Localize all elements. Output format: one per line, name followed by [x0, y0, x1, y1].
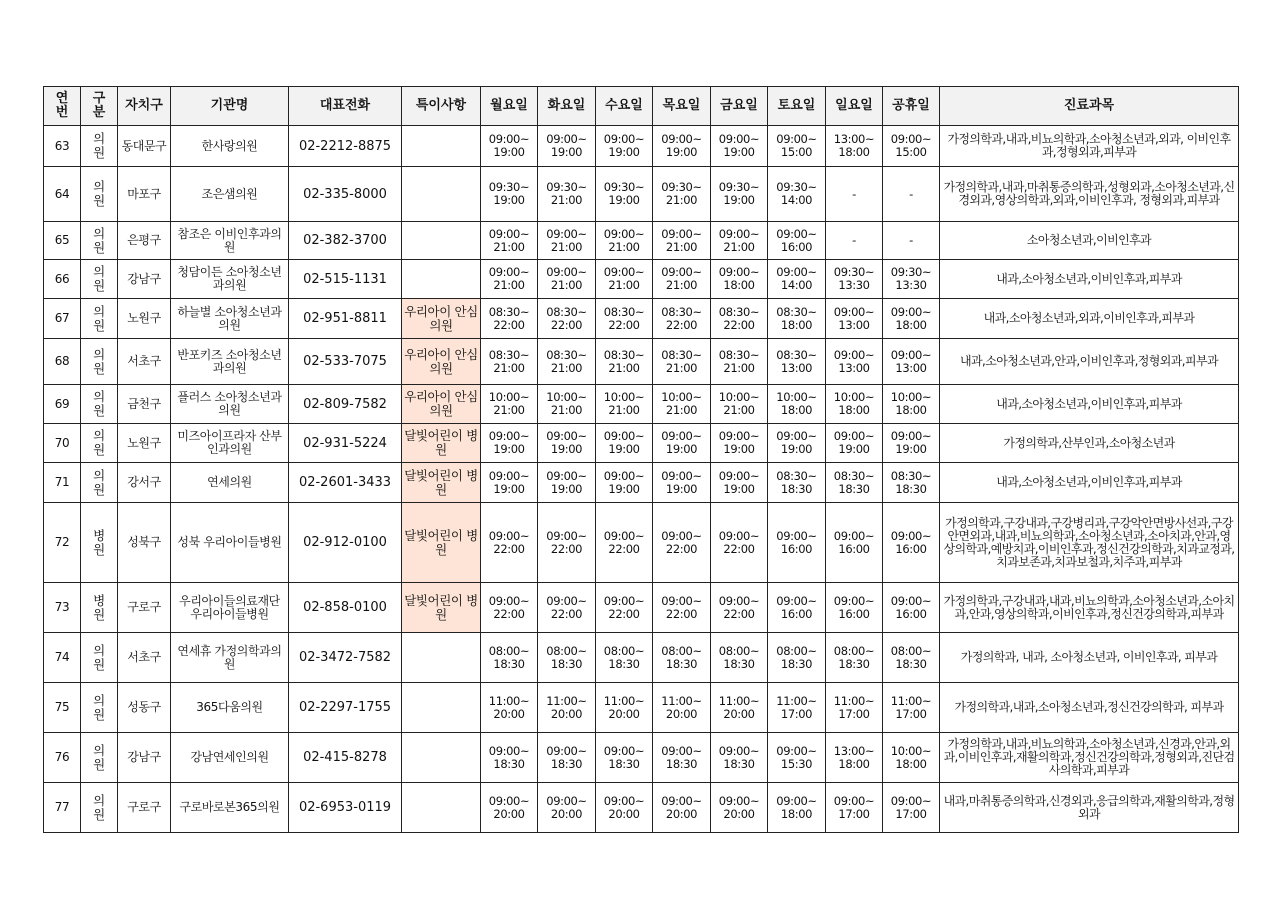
table-row	[44, 503, 1239, 583]
hours-holiday: 11:00~ 17:00	[883, 683, 940, 733]
hours-holiday: 09:00~ 17:00	[883, 783, 940, 833]
hours-thu: 11:00~ 20:00	[653, 683, 711, 733]
special-note: 달빛어린이 병원	[402, 463, 481, 503]
hours-tue: 09:00~ 18:30	[538, 733, 596, 783]
special-note	[402, 633, 481, 683]
facility-type-text: 의원	[93, 692, 105, 722]
hours-holiday: -	[883, 222, 940, 260]
hours-sun: 09:00~ 16:00	[826, 583, 883, 633]
header-phone: 대표전화	[289, 87, 402, 126]
hours-thu: 10:00~ 21:00	[653, 385, 711, 424]
hours-sun: 08:30~ 18:30	[826, 463, 883, 503]
hours-mon: 09:00~ 21:00	[481, 260, 538, 299]
facility-type	[81, 222, 118, 260]
hours-sun: 10:00~ 18:00	[826, 385, 883, 424]
facility-type-text: 의원	[93, 792, 105, 822]
table-row	[44, 424, 1239, 463]
hours-wed: 08:00~ 18:30	[596, 633, 653, 683]
hours-fri: 09:00~ 18:00	[711, 260, 768, 299]
facility-type	[81, 126, 118, 167]
row-number: 67	[44, 299, 81, 339]
hours-thu: 09:00~ 22:00	[653, 503, 711, 583]
hours-tue: 09:00~ 21:00	[538, 260, 596, 299]
hours-tue: 09:00~ 21:00	[538, 222, 596, 260]
hours-wed: 08:30~ 21:00	[596, 339, 653, 385]
hours-wed: 11:00~ 20:00	[596, 683, 653, 733]
phone-number: 02-912-0100	[289, 503, 402, 583]
hours-thu: 09:00~ 18:30	[653, 733, 711, 783]
hours-tue: 08:00~ 18:30	[538, 633, 596, 683]
hours-mon: 09:00~ 22:00	[481, 583, 538, 633]
row-number: 65	[44, 222, 81, 260]
special-note	[402, 222, 481, 260]
hours-sun: -	[826, 222, 883, 260]
hours-mon: 09:00~ 19:00	[481, 424, 538, 463]
hours-tue: 09:30~ 21:00	[538, 167, 596, 222]
facility-type-text: 의원	[93, 742, 105, 772]
hours-mon: 08:30~ 22:00	[481, 299, 538, 339]
hours-thu: 09:00~ 21:00	[653, 260, 711, 299]
phone-number: 02-515-1131	[289, 260, 402, 299]
hours-thu: 09:00~ 19:00	[653, 126, 711, 167]
header-district: 자치구	[118, 87, 171, 126]
hours-thu: 08:30~ 21:00	[653, 339, 711, 385]
hours-mon: 09:00~ 20:00	[481, 783, 538, 833]
special-note: 우리아이 안심의원	[402, 339, 481, 385]
hours-tue: 11:00~ 20:00	[538, 683, 596, 733]
hours-tue: 09:00~ 22:00	[538, 583, 596, 633]
hours-fri: 09:30~ 19:00	[711, 167, 768, 222]
phone-number: 02-2212-8875	[289, 126, 402, 167]
hours-wed: 10:00~ 21:00	[596, 385, 653, 424]
hours-mon: 09:00~ 18:30	[481, 733, 538, 783]
district: 금천구	[118, 385, 171, 424]
hours-tue: 08:30~ 21:00	[538, 339, 596, 385]
facility-name: 강남연세인의원	[171, 733, 289, 783]
hours-sat: 09:00~ 18:00	[768, 783, 826, 833]
hours-sun: 11:00~ 17:00	[826, 683, 883, 733]
hours-sun: 13:00~ 18:00	[826, 733, 883, 783]
departments: 가정의학과,내과,마취통증의학과,성형외과,소아청소년과,신경외과,영상의학과,외과,이비인후과, 정형외과,피부과	[940, 167, 1239, 222]
hours-mon: 09:30~ 19:00	[481, 167, 538, 222]
departments: 내과,소아청소년과,이비인후과,피부과	[940, 385, 1239, 424]
hours-sat: 08:00~ 18:30	[768, 633, 826, 683]
departments: 가정의학과,내과,비뇨의학과,소아청소년과,외과, 이비인후과,정형외과,피부과	[940, 126, 1239, 167]
row-number: 66	[44, 260, 81, 299]
hours-wed: 09:00~ 18:30	[596, 733, 653, 783]
hours-wed: 09:00~ 21:00	[596, 222, 653, 260]
phone-number: 02-2297-1755	[289, 683, 402, 733]
hours-tue: 10:00~ 21:00	[538, 385, 596, 424]
facility-name: 연세휴 가정의학과의원	[171, 633, 289, 683]
hours-fri: 09:00~ 19:00	[711, 424, 768, 463]
hours-thu: 09:00~ 22:00	[653, 583, 711, 633]
departments: 가정의학과,산부인과,소아청소년과	[940, 424, 1239, 463]
hours-thu: 08:00~ 18:30	[653, 633, 711, 683]
facility-type	[81, 733, 118, 783]
special-note	[402, 126, 481, 167]
facility-type-text: 의원	[93, 179, 105, 208]
header-wed: 수요일	[596, 87, 653, 126]
special-note: 우리아이 안심의원	[402, 299, 481, 339]
table-row	[44, 260, 1239, 299]
facility-name: 청담이든 소아청소년과의원	[171, 260, 289, 299]
hours-sat: 09:00~ 19:00	[768, 424, 826, 463]
facility-type	[81, 385, 118, 424]
hours-sat: 08:30~ 18:00	[768, 299, 826, 339]
phone-number: 02-809-7582	[289, 385, 402, 424]
departments: 가정의학과,구강내과,내과,비뇨의학과,소아청소년과,소아치과,안과,영상의학과,이비인후과,정신건강의학과,피부과	[940, 583, 1239, 633]
hours-thu: 09:00~ 19:00	[653, 424, 711, 463]
facility-name: 성북 우리아이들병원	[171, 503, 289, 583]
hours-sun: -	[826, 167, 883, 222]
hours-thu: 09:00~ 19:00	[653, 463, 711, 503]
hours-sun: 09:00~ 13:00	[826, 339, 883, 385]
row-number: 72	[44, 503, 81, 583]
phone-number: 02-533-7075	[289, 339, 402, 385]
hours-mon: 09:00~ 21:00	[481, 222, 538, 260]
hours-fri: 09:00~ 22:00	[711, 583, 768, 633]
hours-fri: 09:00~ 19:00	[711, 463, 768, 503]
header-thu: 목요일	[653, 87, 711, 126]
hours-holiday: 08:00~ 18:30	[883, 633, 940, 683]
table-row	[44, 633, 1239, 683]
row-number: 63	[44, 126, 81, 167]
table-row	[44, 126, 1239, 167]
facility-type-text: 의원	[93, 389, 105, 418]
hours-sat: 09:30~ 14:00	[768, 167, 826, 222]
facility-name: 한사랑의원	[171, 126, 289, 167]
hours-wed: 09:00~ 19:00	[596, 424, 653, 463]
header-sun: 일요일	[826, 87, 883, 126]
facility-type	[81, 463, 118, 503]
district: 은평구	[118, 222, 171, 260]
facility-type-text: 의원	[93, 428, 105, 457]
facility-name: 참조은 이비인후과의원	[171, 222, 289, 260]
facility-type-text: 의원	[93, 303, 105, 333]
table-row	[44, 385, 1239, 424]
facility-type	[81, 260, 118, 299]
hours-sat: 09:00~ 15:30	[768, 733, 826, 783]
clinic-schedule-table	[43, 86, 1239, 833]
hours-tue: 08:30~ 22:00	[538, 299, 596, 339]
phone-number: 02-2601-3433	[289, 463, 402, 503]
departments: 내과,소아청소년과,이비인후과,피부과	[940, 463, 1239, 503]
hours-fri: 10:00~ 21:00	[711, 385, 768, 424]
facility-name: 반포키즈 소아청소년과의원	[171, 339, 289, 385]
special-note	[402, 167, 481, 222]
hours-sun: 09:00~ 13:00	[826, 299, 883, 339]
hours-holiday: 09:00~ 19:00	[883, 424, 940, 463]
hours-fri: 08:30~ 21:00	[711, 339, 768, 385]
departments: 내과,소아청소년과,외과,이비인후과,피부과	[940, 299, 1239, 339]
hours-wed: 09:30~ 19:00	[596, 167, 653, 222]
hours-thu: 09:00~ 20:00	[653, 783, 711, 833]
facility-type	[81, 424, 118, 463]
row-number: 74	[44, 633, 81, 683]
hours-wed: 09:00~ 20:00	[596, 783, 653, 833]
hours-sat: 09:00~ 16:00	[768, 583, 826, 633]
hours-holiday: 08:30~ 18:30	[883, 463, 940, 503]
table-row	[44, 583, 1239, 633]
hours-holiday: 09:00~ 18:00	[883, 299, 940, 339]
departments: 가정의학과,구강내과,구강병리과,구강악안면방사선과,구강안면외과,내과,비뇨의학과,소아청소년과,소아치과,안과,영상의학과,예방치과,이비인후과,정신건강의학과,치과교정과,치과보존과,치과보철과,치주과,피부과	[940, 503, 1239, 583]
facility-name: 구로바로본365의원	[171, 783, 289, 833]
hours-holiday: 09:00~ 13:00	[883, 339, 940, 385]
facility-type	[81, 783, 118, 833]
hours-mon: 10:00~ 21:00	[481, 385, 538, 424]
district: 구로구	[118, 783, 171, 833]
facility-type	[81, 583, 118, 633]
header-tue: 화요일	[538, 87, 596, 126]
facility-type	[81, 683, 118, 733]
hours-wed: 09:00~ 19:00	[596, 126, 653, 167]
hours-fri: 09:00~ 21:00	[711, 222, 768, 260]
facility-type-text: 의원	[93, 131, 105, 160]
row-number: 73	[44, 583, 81, 633]
facility-type	[81, 503, 118, 583]
departments: 가정의학과, 내과, 소아청소년과, 이비인후과, 피부과	[940, 633, 1239, 683]
hours-holiday: 09:00~ 16:00	[883, 583, 940, 633]
row-number: 75	[44, 683, 81, 733]
table-row	[44, 222, 1239, 260]
departments: 내과,소아청소년과,이비인후과,피부과	[940, 260, 1239, 299]
district: 구로구	[118, 583, 171, 633]
hours-thu: 08:30~ 22:00	[653, 299, 711, 339]
header-sat: 토요일	[768, 87, 826, 126]
special-note: 우리아이 안심의원	[402, 385, 481, 424]
hours-holiday: -	[883, 167, 940, 222]
table-row	[44, 733, 1239, 783]
special-note	[402, 260, 481, 299]
facility-type-text: 병원	[93, 592, 105, 622]
header-no: 연번	[44, 87, 81, 126]
table-row	[44, 783, 1239, 833]
hours-sun: 09:00~ 16:00	[826, 503, 883, 583]
hours-sat: 10:00~ 18:00	[768, 385, 826, 424]
facility-name: 우리아이들의료재단 우리아이들병원	[171, 583, 289, 633]
hours-mon: 09:00~ 19:00	[481, 463, 538, 503]
special-note: 달빛어린이 병원	[402, 503, 481, 583]
hours-holiday: 09:30~ 13:30	[883, 260, 940, 299]
phone-number: 02-3472-7582	[289, 633, 402, 683]
hours-sat: 09:00~ 16:00	[768, 222, 826, 260]
departments: 소아청소년과,이비인후과	[940, 222, 1239, 260]
row-number: 64	[44, 167, 81, 222]
hours-mon: 09:00~ 19:00	[481, 126, 538, 167]
row-number: 69	[44, 385, 81, 424]
district: 강남구	[118, 260, 171, 299]
hours-fri: 09:00~ 22:00	[711, 503, 768, 583]
hours-sun: 09:30~ 13:30	[826, 260, 883, 299]
row-number: 77	[44, 783, 81, 833]
district: 노원구	[118, 424, 171, 463]
facility-type	[81, 339, 118, 385]
special-note	[402, 683, 481, 733]
row-number: 71	[44, 463, 81, 503]
facility-name: 365다움의원	[171, 683, 289, 733]
table-row	[44, 339, 1239, 385]
facility-type-text: 의원	[93, 346, 105, 376]
phone-number: 02-382-3700	[289, 222, 402, 260]
hours-fri: 09:00~ 19:00	[711, 126, 768, 167]
departments: 가정의학과,내과,비뇨의학과,소아청소년과,신경과,안과,외과,이비인후과,재활의학과,정신건강의학과,정형외과,진단검사의학과,피부과	[940, 733, 1239, 783]
hours-sat: 09:00~ 14:00	[768, 260, 826, 299]
district: 강서구	[118, 463, 171, 503]
district: 노원구	[118, 299, 171, 339]
hours-mon: 08:30~ 21:00	[481, 339, 538, 385]
hours-tue: 09:00~ 19:00	[538, 424, 596, 463]
district: 마포구	[118, 167, 171, 222]
departments: 내과,소아청소년과,안과,이비인후과,정형외과,피부과	[940, 339, 1239, 385]
hours-fri: 09:00~ 18:30	[711, 733, 768, 783]
special-note: 달빛어린이 병원	[402, 424, 481, 463]
facility-type-text: 의원	[93, 642, 105, 672]
hours-sat: 08:30~ 18:30	[768, 463, 826, 503]
facility-type	[81, 299, 118, 339]
hours-tue: 09:00~ 20:00	[538, 783, 596, 833]
header-row	[44, 87, 1239, 126]
hours-sun: 08:00~ 18:30	[826, 633, 883, 683]
hours-wed: 09:00~ 21:00	[596, 260, 653, 299]
header-fri: 금요일	[711, 87, 768, 126]
hours-holiday: 10:00~ 18:00	[883, 733, 940, 783]
hours-sun: 09:00~ 19:00	[826, 424, 883, 463]
facility-type-text: 의원	[93, 467, 105, 497]
phone-number: 02-415-8278	[289, 733, 402, 783]
special-note	[402, 783, 481, 833]
district: 서초구	[118, 633, 171, 683]
header-note: 특이사항	[402, 87, 481, 126]
hours-wed: 08:30~ 22:00	[596, 299, 653, 339]
facility-type-text: 의원	[93, 225, 105, 255]
hours-tue: 09:00~ 19:00	[538, 126, 596, 167]
phone-number: 02-931-5224	[289, 424, 402, 463]
table-row	[44, 683, 1239, 733]
district: 성북구	[118, 503, 171, 583]
header-mon: 월요일	[481, 87, 538, 126]
table-row	[44, 463, 1239, 503]
facility-type-text: 병원	[93, 527, 105, 557]
facility-name: 미즈아이프라자 산부인과의원	[171, 424, 289, 463]
departments: 가정의학과,내과,소아청소년과,정신건강의학과, 피부과	[940, 683, 1239, 733]
hours-sat: 11:00~ 17:00	[768, 683, 826, 733]
hours-holiday: 10:00~ 18:00	[883, 385, 940, 424]
hours-holiday: 09:00~ 15:00	[883, 126, 940, 167]
phone-number: 02-335-8000	[289, 167, 402, 222]
facility-name: 플러스 소아청소년과의원	[171, 385, 289, 424]
hours-sun: 13:00~ 18:00	[826, 126, 883, 167]
special-note	[402, 733, 481, 783]
hours-fri: 09:00~ 20:00	[711, 783, 768, 833]
district: 서초구	[118, 339, 171, 385]
hours-thu: 09:00~ 21:00	[653, 222, 711, 260]
hours-sun: 09:00~ 17:00	[826, 783, 883, 833]
departments: 내과,마취통증의학과,신경외과,응급의학과,재활의학과,정형외과	[940, 783, 1239, 833]
hours-fri: 08:30~ 22:00	[711, 299, 768, 339]
header-holiday: 공휴일	[883, 87, 940, 126]
table-row	[44, 299, 1239, 339]
hours-wed: 09:00~ 22:00	[596, 503, 653, 583]
phone-number: 02-6953-0119	[289, 783, 402, 833]
facility-type	[81, 633, 118, 683]
hours-sat: 08:30~ 13:00	[768, 339, 826, 385]
hours-thu: 09:30~ 21:00	[653, 167, 711, 222]
row-number: 68	[44, 339, 81, 385]
hours-mon: 08:00~ 18:30	[481, 633, 538, 683]
hours-mon: 09:00~ 22:00	[481, 503, 538, 583]
phone-number: 02-951-8811	[289, 299, 402, 339]
hours-sat: 09:00~ 15:00	[768, 126, 826, 167]
district: 강남구	[118, 733, 171, 783]
phone-number: 02-858-0100	[289, 583, 402, 633]
hours-fri: 08:00~ 18:30	[711, 633, 768, 683]
facility-name: 조은샘의원	[171, 167, 289, 222]
facility-type	[81, 167, 118, 222]
hours-tue: 09:00~ 19:00	[538, 463, 596, 503]
district: 동대문구	[118, 126, 171, 167]
hours-holiday: 09:00~ 16:00	[883, 503, 940, 583]
hours-wed: 09:00~ 22:00	[596, 583, 653, 633]
hours-mon: 11:00~ 20:00	[481, 683, 538, 733]
hours-tue: 09:00~ 22:00	[538, 503, 596, 583]
facility-name: 연세의원	[171, 463, 289, 503]
table-row	[44, 167, 1239, 222]
hours-wed: 09:00~ 19:00	[596, 463, 653, 503]
header-name: 기관명	[171, 87, 289, 126]
hours-sat: 09:00~ 16:00	[768, 503, 826, 583]
hours-fri: 11:00~ 20:00	[711, 683, 768, 733]
district: 성동구	[118, 683, 171, 733]
header-dept: 진료과목	[940, 87, 1239, 126]
facility-name: 하늘별 소아청소년과의원	[171, 299, 289, 339]
row-number: 70	[44, 424, 81, 463]
special-note: 달빛어린이 병원	[402, 583, 481, 633]
header-type: 구분	[81, 87, 118, 126]
row-number: 76	[44, 733, 81, 783]
facility-type-text: 의원	[93, 264, 105, 293]
